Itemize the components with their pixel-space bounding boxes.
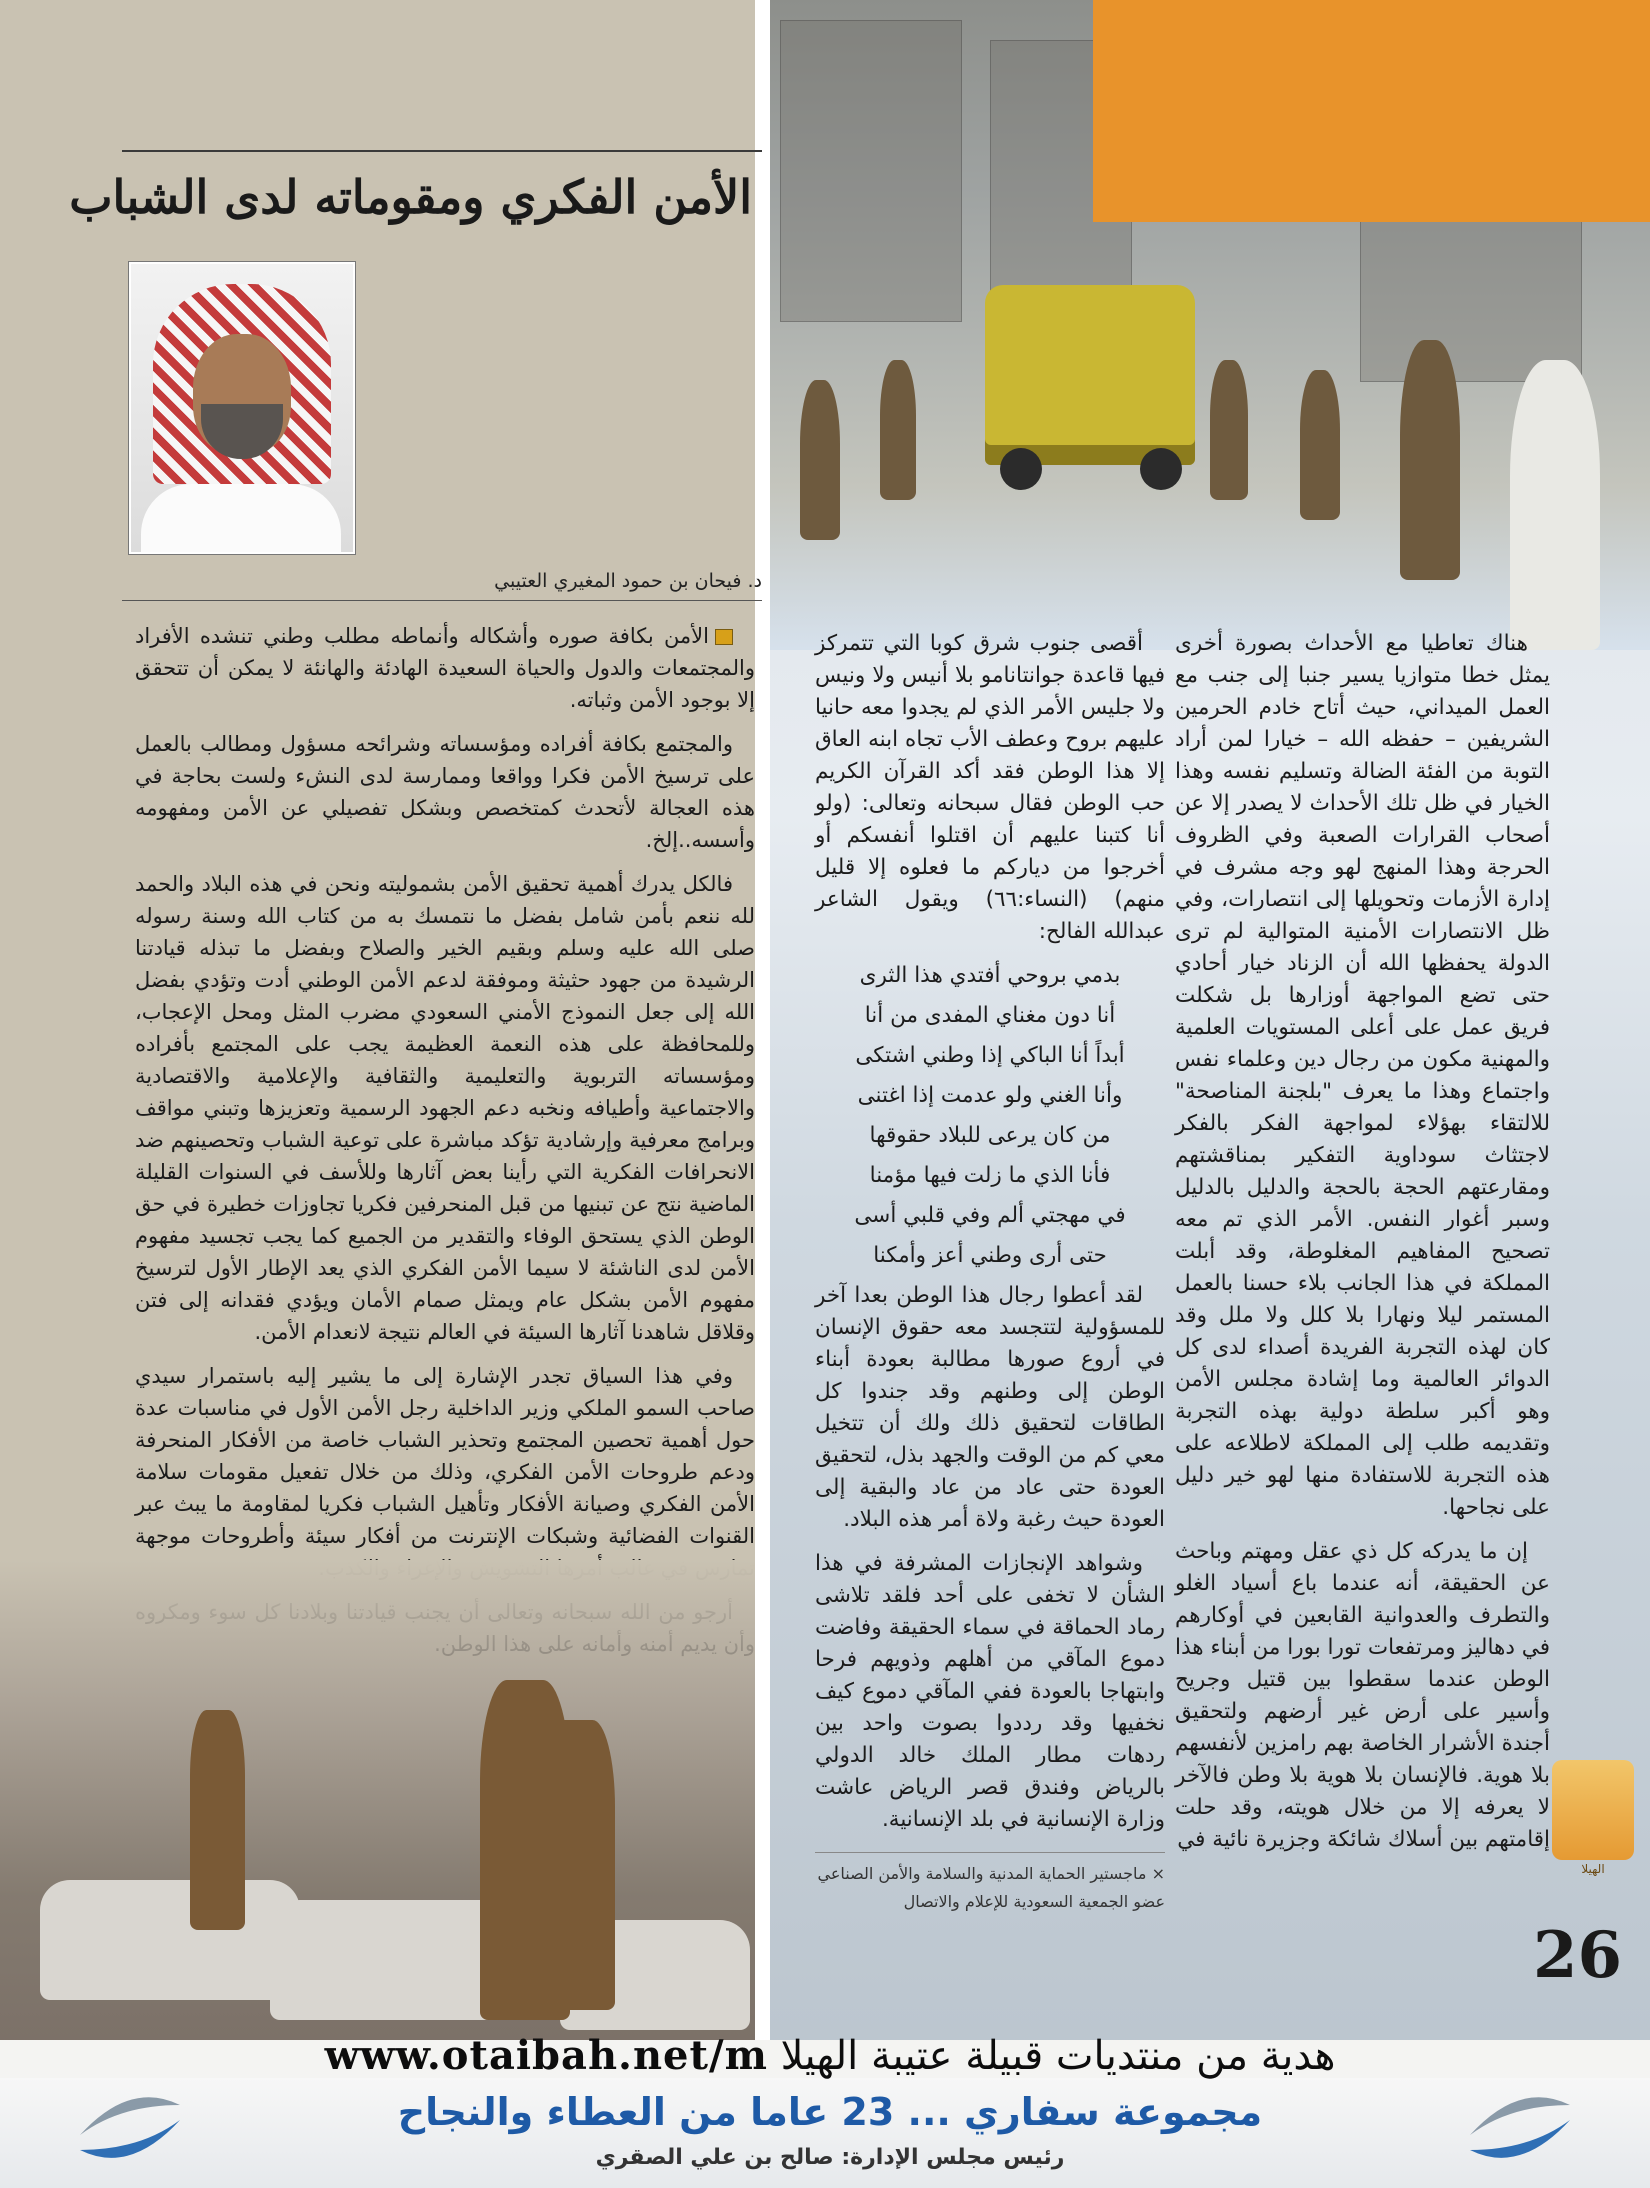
forum-watermark bbox=[0, 2032, 1650, 2079]
article-column-middle bbox=[815, 628, 1165, 1848]
footnote: × ماجستير الحماية المدنية والسلامة والأمن الصناعي عضو الجمعية السعودية للإعلام والاتصال bbox=[817, 1864, 1165, 1911]
paragraph: والمجتمع بكافة أفراده ومؤسساته وشرائحه مسؤول ومطالب بالعمل على ترسيخ الأمن فكرا وواقعا وممارسة لدى النشء ولست بحاجة في هذه العجالة لأتحدث كمتخصص وبشكل تفصيلي عن الأمن ومفهومه وأسسه..إلخ. bbox=[135, 732, 755, 852]
photo-officer bbox=[190, 1710, 245, 1930]
photo-person bbox=[1510, 360, 1600, 650]
photo-officer bbox=[540, 1720, 615, 2010]
photo-person bbox=[880, 360, 916, 500]
alhaila-logo-icon bbox=[1552, 1760, 1634, 1860]
poem-line: فأنا الذي ما زلت فيها مؤمنا bbox=[869, 1163, 1111, 1188]
orange-accent-block bbox=[1093, 0, 1650, 222]
article-column-left bbox=[135, 620, 755, 1672]
poem-line: في مهجتي ألم وفي قلبي أسى bbox=[854, 1203, 1126, 1228]
poem-line: أبداً أنا الباكي إذا وطني اشتكى bbox=[855, 1043, 1125, 1068]
poem-line: أنا دون مغناي المفدى من أنا bbox=[864, 1003, 1116, 1028]
logo-label: الهيلا bbox=[1581, 1862, 1605, 1876]
page-gutter bbox=[755, 0, 770, 2040]
tanker-truck bbox=[985, 285, 1195, 465]
poem-line: وأنا الغني ولو عدمت إذا اغتنى bbox=[857, 1083, 1123, 1108]
poem-line: بدمي بروحي أفتدي هذا الثرى bbox=[859, 963, 1121, 988]
poem-line: من كان يرعى للبلاد حقوقها bbox=[869, 1123, 1111, 1148]
watermark-url[interactable]: www.otaibah.net/m bbox=[324, 2032, 768, 2079]
footnote-rule bbox=[815, 1852, 1165, 1853]
author-portrait bbox=[129, 262, 355, 554]
paragraph: أقصى جنوب شرق كوبا التي تتمركز فيها قاعدة جوانتانامو بلا أنيس ولا ونيس ولا جليس الأمر الذي لم يجدوا معه حانيا عليهم بروح وعطف الأب تجاه ابنه العاق إلا هذا الوطن فقد أكد القرآن الكريم حب الوطن فقال سبحانه وتعالى: (ولو أنا كتبنا عليهم أن اقتلوا أنفسكم أو أخرجوا من دياركم ما فعلوه إلا قليل منهم) (النساء:٦٦) ويقول الشاعر عبدالله الفالح: bbox=[815, 631, 1165, 944]
article-title: الأمن الفكري ومقوماته لدى الشباب bbox=[69, 170, 752, 224]
paragraph: إن ما يدركه كل ذي عقل ومهتم وباحث عن الحقيقة، أنه عندما باع أسياد الغلو والتطرف والعدوانية القابعين في أوكارهم في دهاليز ومرتفعات تورا بورا من أبناء هذا الوطن عندما سقطوا بين قتيل وجريح وأسير على أرض غير أرضهم ولتحقيق أجندة الأشرار الخاصة بهم رامزين لأنفسهم بلا هوية. فالإنسان بلا هوية بلا وطن فالآخر لا يعرفه إلا من خلال هويته، وقد حلت إقامتهم بين أسلاك شائكة وجزيرة نائية في bbox=[1175, 1539, 1550, 1852]
paragraph: فالكل يدرك أهمية تحقيق الأمن بشموليته ونحن في هذه البلاد والحمد لله ننعم بأمن شامل بفضل ما نتمسك به من كتاب الله وسنة رسوله صلى الله عليه وسلم وبقيم الخير والصلاح وبفضل ما تبذله قيادتنا الرشيدة من جهود حثيثة وموفقة لدعم الأمن الوطني أدت وتؤدي بفضل الله إلى جعل النموذج الأمني السعودي مضرب المثل ومحل الإعجاب، وللمحافظة على هذه النعمة العظيمة يجب على المجتمع بأفراده ومؤسساته التربوية والتعليمية والثقافية والإعلامية والاقتصادية والاجتماعية وأطيافه ونخبه دعم الجهود الرسمية وتعزيزها وتبني مواقف وبرامج معرفية وإرشادية تؤكد مباشرة على توعية الشباب وتحصينهم ضد الانحرافات الفكرية التي رأينا بعض آثارها وللأسف في السنوات القليلة الماضية نتج عن تبنيها من قبل المنحرفين فكريا تجاوزات خطيرة في حق الوطن الذي يستحق الوفاء والتقدير من الجميع كما يجب تجسيد مفهوم الأمن لدى الناشئة لا سيما الأمن الفكري الذي يعد الإطار الأول لترسيخ مفهوم الأمن بشكل عام ويمثل صمام الأمان ويؤدي فقدانه إلى فتن وقلاقل شاهدنا آثارها السيئة في العالم نتيجة لانعدام الأمن. bbox=[135, 872, 755, 1344]
title-rule bbox=[122, 150, 762, 152]
photo-building bbox=[780, 20, 962, 322]
banner-subtitle: رئيس مجلس الإدارة: صالح بن علي الصقري bbox=[595, 2145, 1065, 2170]
truck-wheel bbox=[1000, 448, 1042, 490]
photo-person bbox=[1400, 340, 1460, 580]
photo-person bbox=[1210, 360, 1248, 500]
paragraph: هناك تعاطيا مع الأحداث بصورة أخرى يمثل خطا متوازيا يسير جنبا إلى جنب مع العمل الميداني، حيث أتاح خادم الحرمين الشريفين – حفظه الله – خيارا لمن أراد التوبة من الفئة الضالة وتسليم نفسه وهذا الخيار في ظل تلك الأحداث لا يصدر إلا عن أصحاب القرارات الصعبة وفي الظروف الحرجة وهذا المنهج لهو وجه مشرف في إدارة الأزمات وتحويلها إلى انتصارات، وفي ظل الانتصارات الأمنية المتوالية لم ترى الدولة يحفظها الله أن الزناد خيار أحادي حتى تضع المواجهة أوزارها بل شكلت فريق عمل على أعلى المستويات العلمية والمهنية مكون من رجال دين وعلماء نفس واجتماع وهذا ما يعرف "بلجنة المناصحة" للالتقاء بهؤلاء لمواجهة الفكر بالفكر لاجتثاث سوداوية التفكير بمناقشتهم ومقارعتهم الحجة بالحجة والدليل بالدليل وسبر أغوار النفس. الأمر الذي تم معه تصحيح المفاهيم المغلوطة، وقد أبلت المملكة في هذا الجانب بلاء حسنا بالعمل المستمر ليلا ونهارا بلا كلل ولا ملل وقد كان لهذه التجربة الفريدة أصداء لدى كل الدوائر العالمية وما إشادة مجلس الأمن وهو أكبر سلطة دولية بهذه التجربة وتقديمه طلب إلى المملكة لاطلاعه على هذه التجربة للاستفادة منها لهو خير دليل على نجاحها. bbox=[1175, 631, 1550, 1520]
paragraph-bullet-icon bbox=[715, 629, 733, 645]
paragraph: الأمن بكافة صوره وأشكاله وأنماطه مطلب وطني تنشده الأفراد والمجتمعات والدول والحياة السعيدة الهادئة والهانئة لا يمكن أن تتحقق إلا بوجود الأمن وثباته. bbox=[135, 624, 755, 712]
paragraph: لقد أعطوا رجال هذا الوطن بعدا آخر للمسؤولية لتتجسد معه حقوق الإنسان في أروع صورها مطالبة بعودة أبناء الوطن إلى وطنهم وقد جندوا كل الطاقات لتحقيق ذلك ولك أن تتخيل معي كم من الوقت والجهد بذل، لتحقيق العودة حتى عاد من عاد والبقية إلى العودة حيث رغبة ولاة أمر هذه البلاد. bbox=[815, 1283, 1165, 1532]
photo-car bbox=[40, 1880, 300, 2000]
banner-title: مجموعة سفاري ... 23 عاما من العطاء والنجاح bbox=[397, 2090, 1263, 2134]
swoosh-logo-icon bbox=[70, 2080, 190, 2175]
photo-person bbox=[800, 380, 840, 540]
watermark-text: هدية من منتديات قبيلة عتيبة الهيلا bbox=[780, 2033, 1336, 2079]
paragraph: وفي هذا السياق تجدر الإشارة إلى ما يشير إليه باستمرار سيدي صاحب السمو الملكي وزير الداخلية رجل الأمن الأول في مناسبات عدة حول أهمية تحصين المجتمع وتحذير الشباب خاصة من الأفكار المنحرفة ودعم طروحات الأمن الفكري، وذلك من خلال تفعيل مقومات سلامة الأمن الفكري وصيانة الأفكار وتأهيل الشباب فكريا لمقاومة ما يبث عبر القنوات الفضائية وشبكات الإنترنت من أفكار سيئة وأطروحات موجهة bbox=[135, 1364, 755, 1548]
author-rule bbox=[122, 600, 762, 601]
page-number: 26 bbox=[1533, 1918, 1623, 1993]
swoosh-logo-icon bbox=[1460, 2080, 1580, 2175]
article-column-right bbox=[1175, 628, 1550, 1868]
author-name: د. فيحان بن حمود المغيري العتيبي bbox=[494, 570, 762, 592]
poem-line: حتى أرى وطني أعز وأمكنا bbox=[873, 1243, 1107, 1268]
paragraph: وشواهد الإنجازات المشرفة في هذا الشأن لا تخفى على أحد فلقد تلاشى رماد الحماقة في سماء الحقيقة وفاضت دموع المآقي من أهلهم وذويهم فرحا وابتهاجا بالعودة ففي المآقي دموع كيف نخفيها وقد رددوا بصوت واحد بين ردهات مطار الملك خالد الدولي بالرياض وفندق قصر الرياض عاشت وزارة الإنسانية في بلد الإنسانية. bbox=[815, 1551, 1165, 1832]
photo-person bbox=[1300, 370, 1340, 520]
truck-wheel bbox=[1140, 448, 1182, 490]
